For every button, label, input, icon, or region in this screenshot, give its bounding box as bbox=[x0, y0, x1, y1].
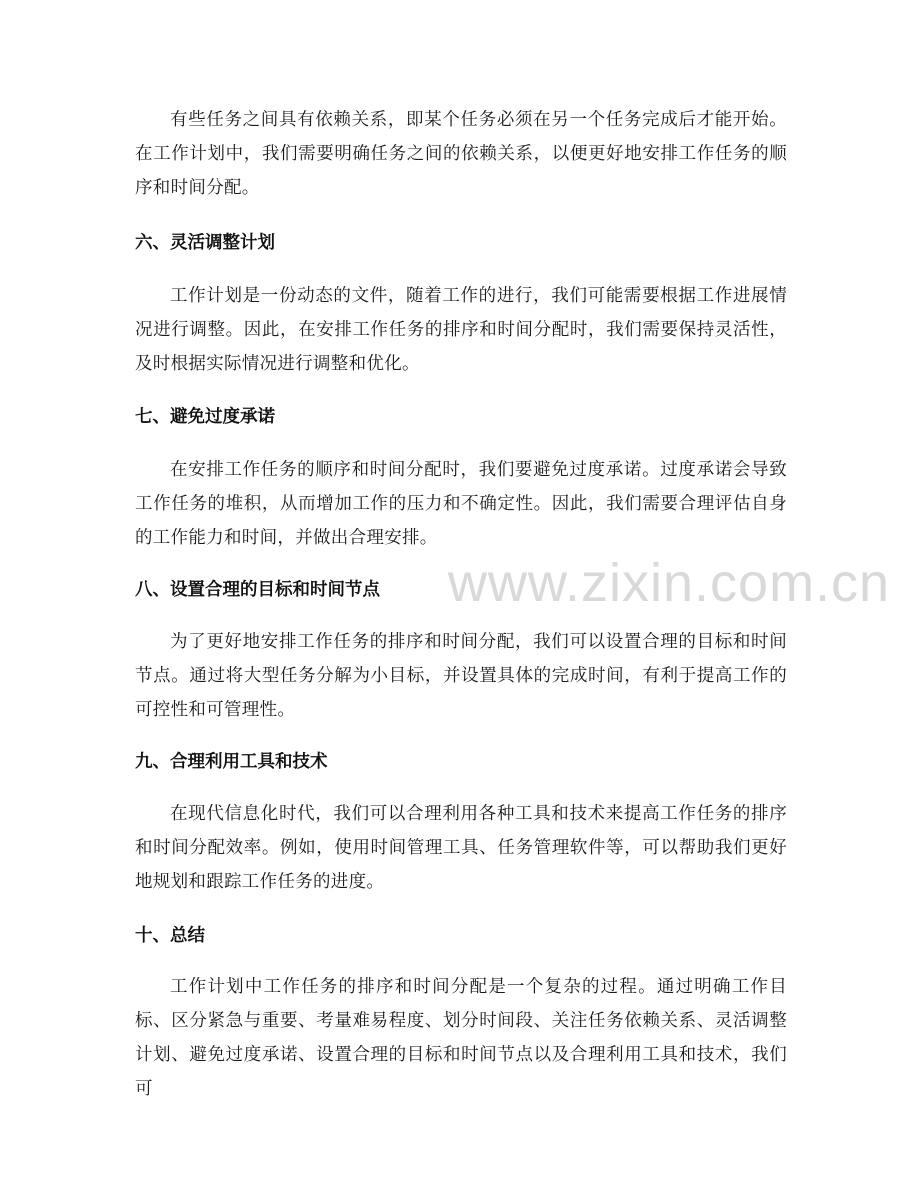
paragraph-goals-milestones: 为了更好地安排工作任务的排序和时间分配，我们可以设置合理的目标和时间节点。通过将大型任务分解为小目标，并设置具体的完成时间，有利于提高工作的可控性和可管理性。 bbox=[135, 632, 787, 720]
heading-section-10: 十、总结 bbox=[135, 926, 205, 946]
paragraph-avoid-overcommitment: 在安排工作任务的顺序和时间分配时，我们要避免过度承诺。过度承诺会导致工作任务的堆积，从而增加工作的压力和不确定性。因此，我们需要合理评估自身的工作能力和时间，并做出合理安排。 bbox=[135, 460, 787, 548]
paragraph-tools-technology: 在现代信息化时代，我们可以合理利用各种工具和技术来提高工作任务的排序和时间分配效率。例如，使用时间管理工具、任务管理软件等，可以帮助我们更好地规划和跟踪工作任务的进度。 bbox=[135, 804, 787, 892]
heading-section-7: 七、避免过度承诺 bbox=[135, 407, 275, 427]
watermark-text: www.zixin.com.cn bbox=[448, 553, 891, 613]
heading-section-9: 九、合理利用工具和技术 bbox=[135, 752, 328, 772]
paragraph-flexible-adjustment: 工作计划是一份动态的文件，随着工作的进行，我们可能需要根据工作进展情况进行调整。因此，在安排工作任务的排序和时间分配时，我们需要保持灵活性，及时根据实际情况进行调整和优化。 bbox=[135, 286, 787, 374]
heading-section-6: 六、灵活调整计划 bbox=[135, 233, 275, 253]
heading-section-8: 八、设置合理的目标和时间节点 bbox=[135, 580, 380, 600]
paragraph-dependency: 有些任务之间具有依赖关系，即某个任务必须在另一个任务完成后才能开始。在工作计划中，我们需要明确任务之间的依赖关系，以便更好地安排工作任务的顺序和时间分配。 bbox=[135, 110, 787, 198]
paragraph-summary: 工作计划中工作任务的排序和时间分配是一个复杂的过程。通过明确工作目标、区分紧急与重要、考量难易程度、划分时间段、关注任务依赖关系、灵活调整计划、避免过度承诺、设置合理的目标和时间节点以及合理利用工具和技术，我们可 bbox=[135, 977, 787, 1099]
